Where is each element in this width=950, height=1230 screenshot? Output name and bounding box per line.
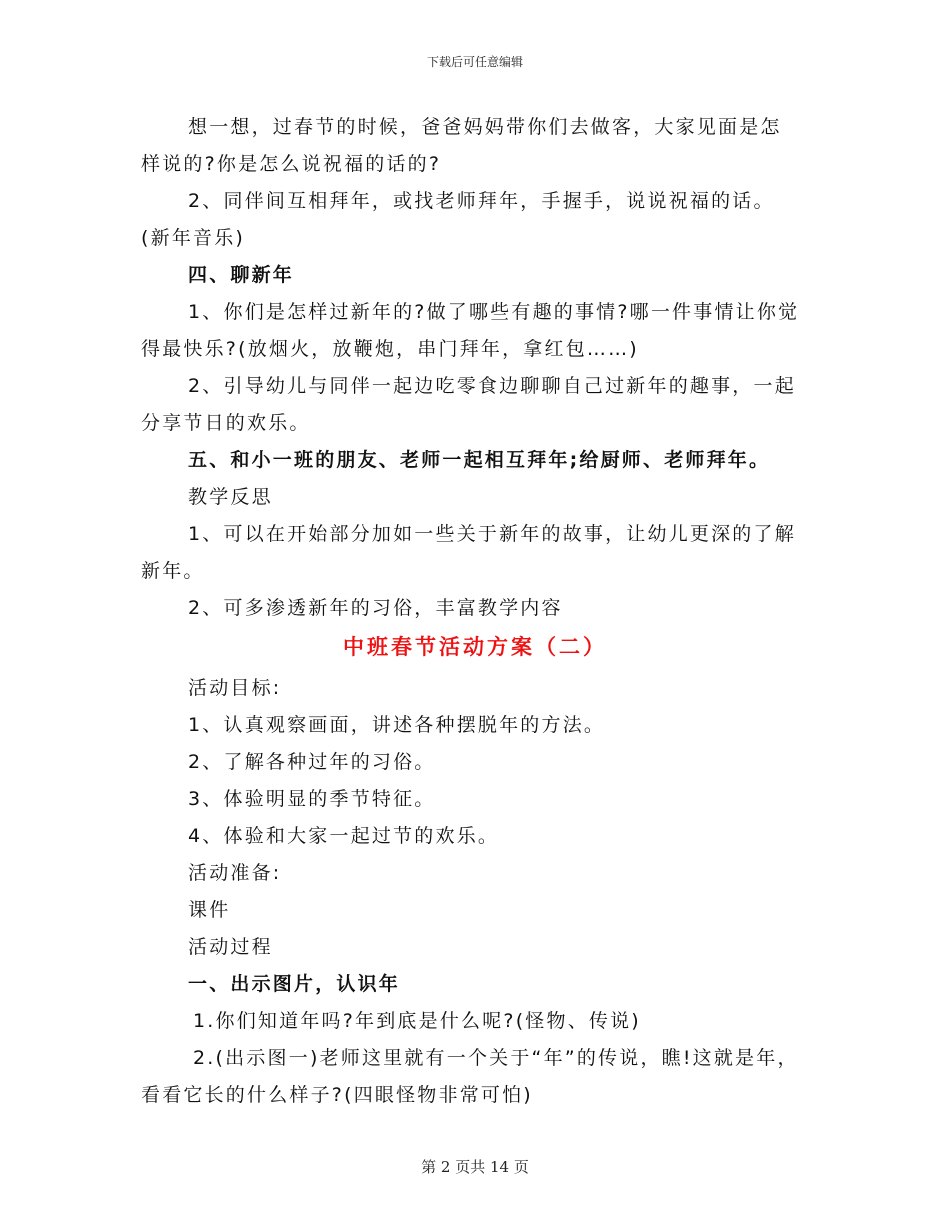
text-line: 看看它长的什么样子?(四眼怪物非常可怕) [141,1084,533,1106]
text-line: 得最快乐?(放烟火，放鞭炮，串门拜年，拿红包……) [141,338,639,360]
section-title: 中班春节活动方案（二） [343,635,607,659]
text-line: 1、认真观察画面，讲述各种摆脱年的方法。 [188,714,606,736]
page-footer: 第 2 页共 14 页 [421,1158,529,1176]
text-line: 活动过程 [188,936,273,958]
text-line: 活动准备: [188,862,282,884]
text-line: 1、可以在开始部分加如一些关于新年的故事，让幼儿更深的了解 [188,523,796,545]
text-line: 2、引导幼儿与同伴一起边吃零食边聊聊自己过新年的趣事，一起 [188,375,796,397]
text-line: 3、体验明显的季节特征。 [188,788,436,810]
text-line: 4、体验和大家一起过节的欢乐。 [188,825,500,847]
page-header: 下载后可任意编辑 [426,55,523,69]
text-line: 2、了解各种过年的习俗。 [188,751,436,773]
text-line: 课件 [188,899,231,921]
text-line: 样说的?你是怎么说祝福的话的? [141,153,442,175]
text-line: 2、同伴间互相拜年，或找老师拜年，手握手，说说祝福的话。 [188,190,775,212]
section-heading: 一、出示图片，认识年 [188,973,401,995]
text-line: 新年。 [141,560,205,582]
text-line: 想一想，过春节的时候，爸爸妈妈带你们去做客，大家见面是怎 [188,116,782,138]
text-line: 1、你们是怎样过新年的?做了哪些有趣的事情?哪一件事情让你觉 [188,301,800,323]
text-line: 分享节日的欢乐。 [141,412,311,434]
text-line: 2.(出示图一)老师这里就有一个关于“年”的传说，瞧!这就是年， [193,1047,799,1069]
section-heading: 五、和小一班的朋友、老师一起相互拜年;给厨师、老师拜年。 [188,449,771,471]
text-line: 教学反思 [188,486,273,508]
text-line: 2、可多渗透新年的习俗，丰富教学内容 [188,597,563,619]
text-line: 活动目标: [188,677,282,699]
text-line: 1.你们知道年吗?年到底是什么呢?(怪物、传说) [193,1010,641,1032]
text-line: (新年音乐) [141,227,246,249]
section-heading: 四、聊新年 [188,264,295,286]
